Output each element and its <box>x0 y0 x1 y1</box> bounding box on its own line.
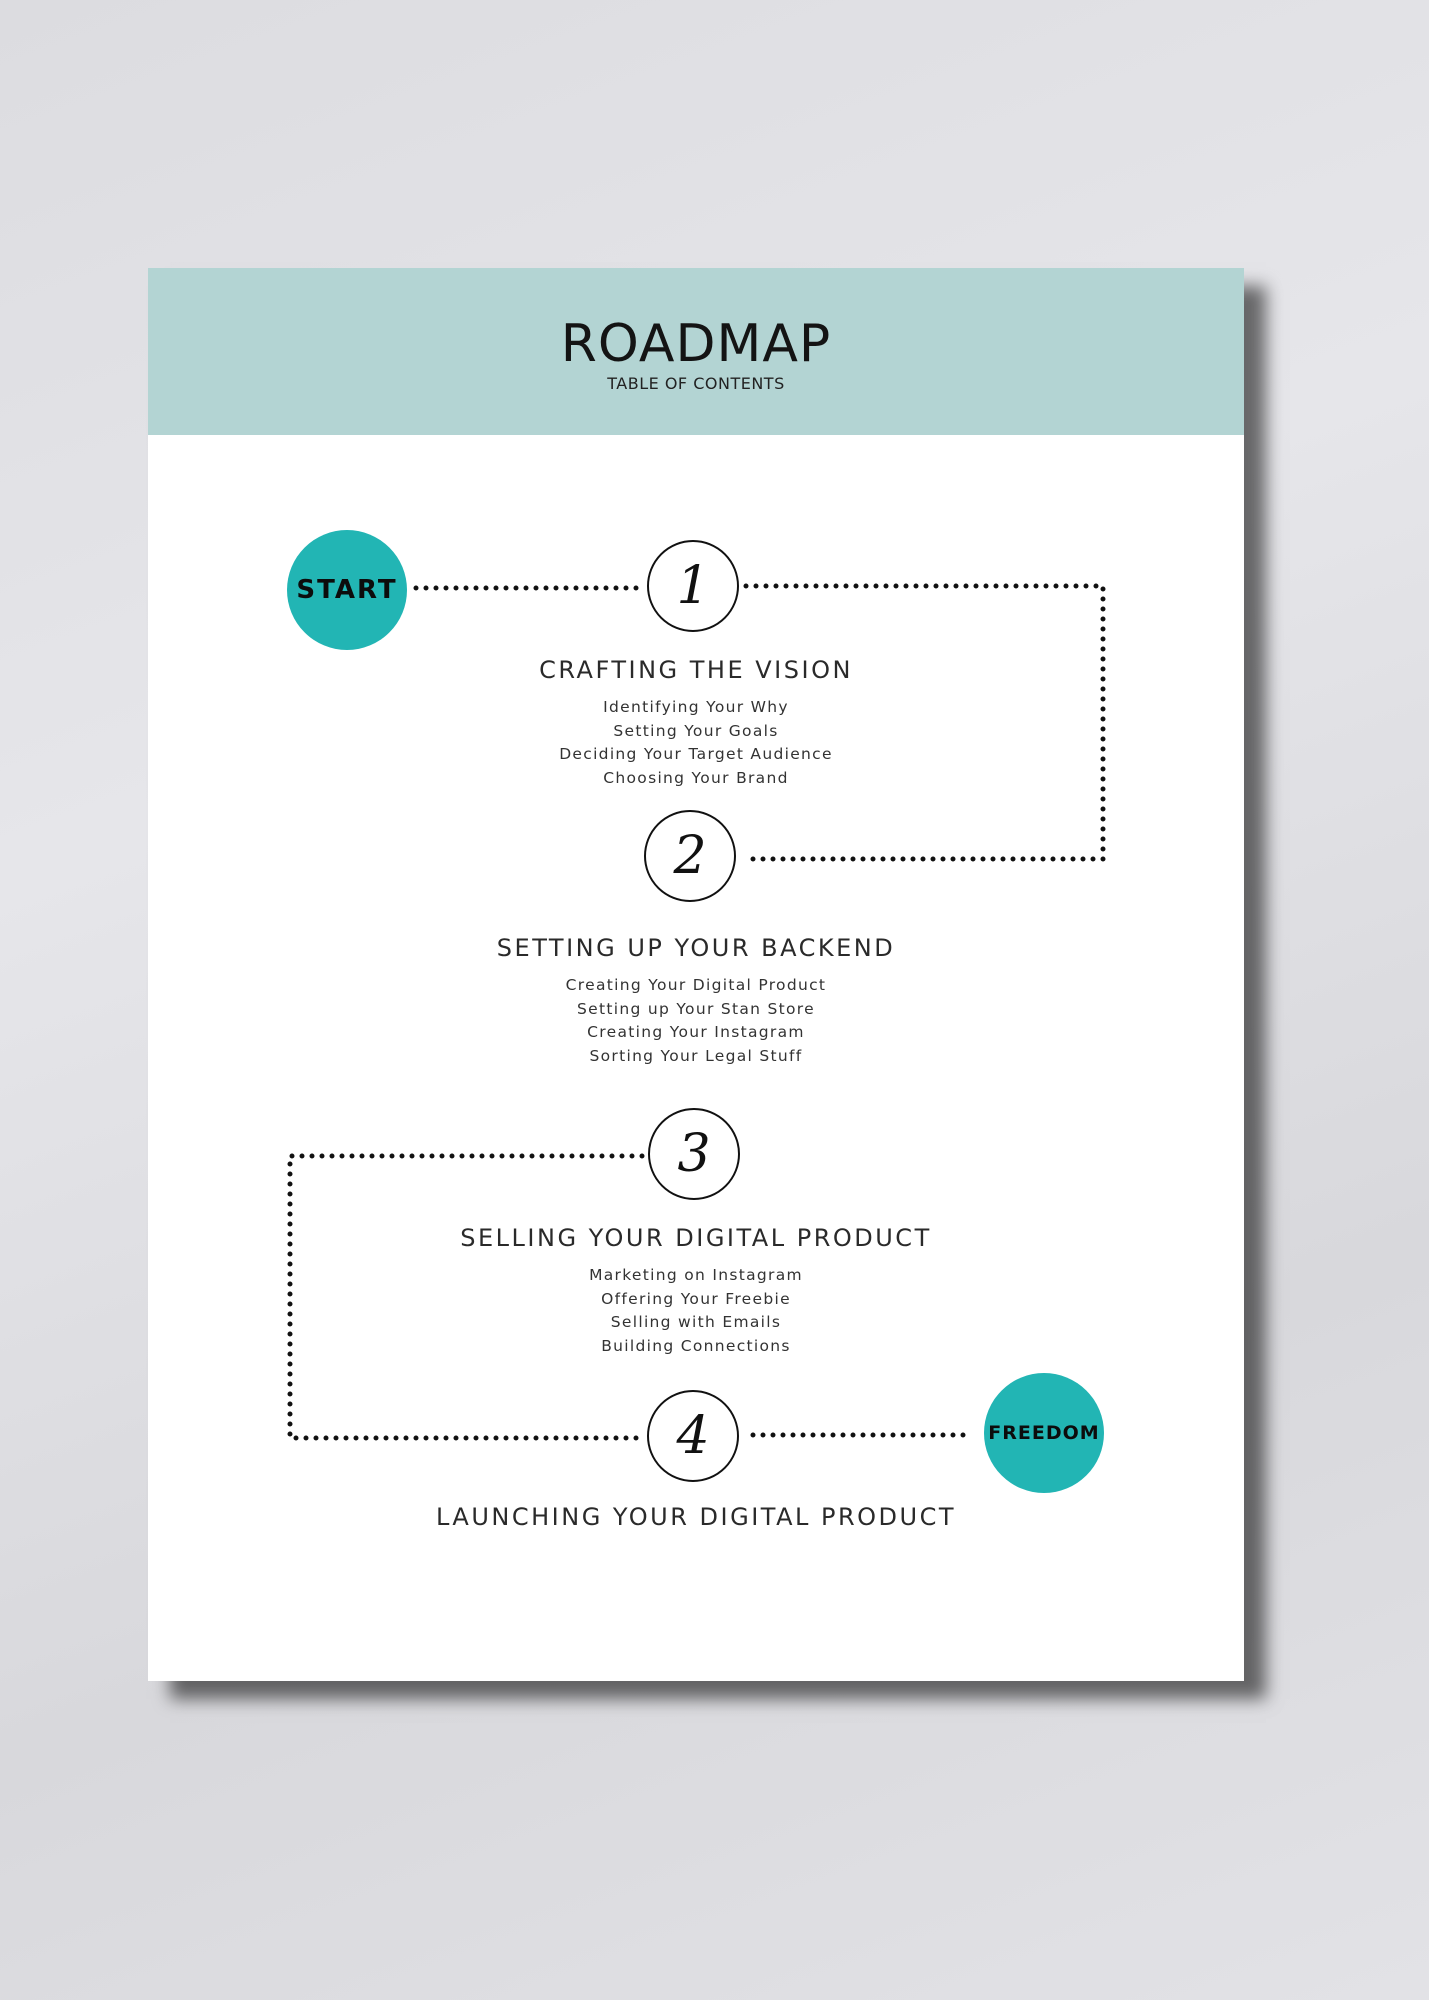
list-item: Selling with Emails <box>610 1313 782 1331</box>
list-item: Sorting Your Legal Stuff <box>589 1046 803 1065</box>
step-3-title: SELLING YOUR DIGITAL PRODUCT <box>460 1224 932 1252</box>
list-item: Deciding Your Target Audience <box>559 745 833 763</box>
roadmap-page <box>148 268 1244 1681</box>
step-1-section <box>148 658 1244 790</box>
step-1-items <box>148 696 1244 790</box>
list-item: Identifying Your Why <box>603 698 789 716</box>
list-item: Creating Your Digital Product <box>565 976 827 994</box>
start-marker: START <box>287 530 407 650</box>
list-item: Setting up Your Stan Store <box>577 999 815 1018</box>
step-4-number: 4 <box>647 1390 739 1482</box>
list-item: Building Connections <box>601 1336 791 1355</box>
freedom-marker: FREEDOM <box>984 1373 1104 1493</box>
step-1-number: 1 <box>647 540 739 632</box>
step-3-section <box>148 1226 1244 1358</box>
step-4-title: LAUNCHING YOUR DIGITAL PRODUCT <box>436 1503 956 1531</box>
step-2-title: SETTING UP YOUR BACKEND <box>496 934 896 962</box>
step-2-section <box>148 936 1244 1068</box>
list-item: Choosing Your Brand <box>603 768 789 787</box>
step-2-number: 2 <box>644 810 736 902</box>
step-3-items <box>148 1264 1244 1358</box>
step-4-section <box>148 1505 1244 1529</box>
step-2-items <box>148 974 1244 1068</box>
list-item: Setting Your Goals <box>613 721 779 740</box>
list-item: Creating Your Instagram <box>587 1023 805 1041</box>
list-item: Marketing on Instagram <box>589 1266 803 1284</box>
step-3-number: 3 <box>648 1108 740 1200</box>
list-item: Offering Your Freebie <box>601 1289 791 1308</box>
step-1-title: CRAFTING THE VISION <box>539 656 853 684</box>
page-subtitle: TABLE OF CONTENTS <box>607 374 785 393</box>
page-title: ROADMAP <box>560 314 832 374</box>
